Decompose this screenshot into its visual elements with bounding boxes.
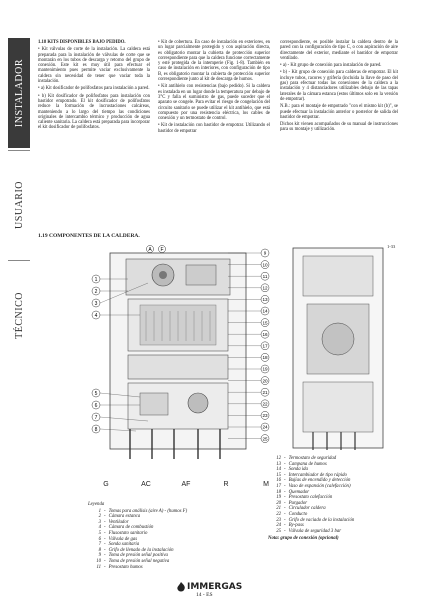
legend-item-text: Circulador caldera bbox=[288, 506, 326, 512]
legend-item-text: Grifo de vaciado de la instalación bbox=[288, 517, 355, 523]
svg-text:24: 24 bbox=[262, 424, 268, 430]
tab-user[interactable] bbox=[8, 150, 30, 259]
paragraph: • a) - Kit grupo de conexión para instalación de pared. bbox=[280, 63, 382, 69]
svg-text:1: 1 bbox=[94, 277, 98, 283]
legend-item-text: Termostato de seguridad bbox=[288, 456, 337, 461]
text-column-3 bbox=[280, 40, 398, 135]
legend-dash: - bbox=[104, 558, 106, 564]
legend-item-number: 17 bbox=[276, 483, 281, 489]
legend-dash: - bbox=[284, 523, 286, 529]
legend-item bbox=[88, 565, 187, 571]
svg-text:14: 14 bbox=[262, 308, 268, 314]
connection-labels bbox=[96, 481, 276, 488]
legend-title: Leyenda bbox=[88, 502, 105, 507]
svg-text:12: 12 bbox=[262, 285, 268, 291]
page-number: 14 - ES bbox=[196, 592, 213, 598]
svg-text:13: 13 bbox=[262, 297, 268, 303]
legend-item-text: Bujías de encendido y detección bbox=[288, 478, 351, 484]
paragraph: • b) Kit dosificador de polifosfatos para instalación con bastidor empotrado. El kit dosificador de polifosfatos reduce la formación de incrustaciones calcáreas, manteniendo a lo largo del tiempo las condiciones originales de intercambio térmico y producción de agua caliente sanitaria. La caldera está preparada para incorporar el kit dosificador de polifosfatos. bbox=[38, 93, 150, 131]
legend-dash: - bbox=[284, 472, 286, 478]
legend-item-number: 6 bbox=[98, 536, 101, 542]
boiler-rear-drawing bbox=[285, 246, 390, 456]
svg-text:22: 22 bbox=[262, 401, 268, 407]
legend-item-text: Toma de presión señal negativa bbox=[108, 558, 170, 564]
legend-item-number: 14 bbox=[276, 467, 281, 473]
legend-dash: - bbox=[104, 514, 106, 520]
tab-installer[interactable] bbox=[8, 38, 30, 148]
legend-dash: - bbox=[104, 530, 106, 536]
paragraph: • Kit válvulas de corte de la instalación. La caldera está preparada para la instalación de válvulas de corte que se montarán en los tubos de descarga y retorno del grupo de conexión. Este kit es muy útil para efectuar el mantenimiento pues permite vaciar exclusivamente la caldera sin necesidad de tener que vaciar toda la instalación. bbox=[38, 47, 150, 85]
text-column-2 bbox=[158, 40, 270, 136]
legend-dash: - bbox=[104, 547, 106, 553]
legend-dash: - bbox=[284, 483, 286, 489]
legend-dash: - bbox=[104, 525, 106, 531]
legend-item-text: Toma de presión señal positiva bbox=[108, 553, 168, 559]
svg-text:19: 19 bbox=[262, 366, 268, 372]
legend-item-number: 13 bbox=[276, 461, 281, 467]
legend-item-number: 3 bbox=[98, 519, 101, 525]
legend-dash: - bbox=[104, 553, 106, 559]
flame-icon bbox=[175, 582, 187, 592]
legend-dash: - bbox=[104, 536, 106, 542]
svg-text:6: 6 bbox=[94, 403, 98, 409]
legend-item-number: 10 bbox=[96, 558, 101, 564]
legend-item-text: Válvula de gas bbox=[108, 536, 138, 542]
legend-item-text: Tomas para análisis (aire A) - (humos F) bbox=[108, 508, 188, 514]
legend-item-number: 1 bbox=[98, 508, 101, 514]
legend-dash: - bbox=[284, 511, 286, 517]
legend-dash: - bbox=[284, 495, 286, 501]
legend-item bbox=[268, 529, 354, 535]
legend-dash: - bbox=[284, 478, 286, 484]
svg-text:7: 7 bbox=[94, 415, 98, 421]
legend-dash: - bbox=[104, 564, 106, 570]
legend-dash: - bbox=[284, 528, 286, 534]
legend-dash: - bbox=[284, 461, 286, 467]
legend-item-number: 16 bbox=[276, 478, 281, 484]
svg-text:5: 5 bbox=[94, 391, 98, 397]
legend-item-text: Válvula de seguridad 3 bar bbox=[288, 528, 342, 534]
svg-text:3: 3 bbox=[94, 301, 98, 307]
legend-item-text: Presostato calefacción bbox=[288, 495, 333, 501]
svg-text:4: 4 bbox=[94, 313, 98, 319]
legend-dash: - bbox=[284, 489, 286, 495]
legend-item-text: Purgador bbox=[288, 500, 308, 506]
figure-code: 1-33 bbox=[387, 244, 396, 249]
legend-item-number: 4 bbox=[98, 525, 101, 531]
legend-item-text: Cámara estanca bbox=[108, 514, 141, 520]
legend-item-number: 8 bbox=[98, 547, 101, 553]
tab-technician-label: TÉCNICO bbox=[13, 291, 25, 339]
legend-item-text: Campana de humos bbox=[288, 461, 327, 467]
legend-item-number: 5 bbox=[98, 530, 101, 536]
legend-item-number: 2 bbox=[98, 514, 101, 520]
legend bbox=[88, 502, 187, 570]
legend-item-text: Conducto bbox=[288, 511, 308, 517]
paragraph: Dichos kit vienen acompañados de su manual de instrucciones para su montaje y utilización. bbox=[280, 122, 398, 133]
boiler-components-drawing bbox=[88, 245, 273, 477]
section-118-heading: 1.18 KITS DISPONIBLES BAJO PEDIDO. bbox=[38, 40, 126, 45]
legend-dash: - bbox=[104, 542, 106, 548]
legend-dash: - bbox=[284, 467, 286, 473]
svg-text:21: 21 bbox=[262, 389, 268, 395]
tab-installer-label: INSTALADOR bbox=[13, 58, 25, 128]
legend-item-number: 24 bbox=[276, 523, 281, 529]
legend-item-text: Sonda sanitaria bbox=[108, 542, 140, 548]
legend-item-number: 12 bbox=[276, 456, 281, 461]
legend-item-number: 21 bbox=[276, 506, 281, 512]
brand-name: IMMERGAS bbox=[187, 582, 243, 592]
svg-text:17: 17 bbox=[262, 343, 268, 349]
svg-text:9: 9 bbox=[263, 250, 267, 256]
legend-item-number: 20 bbox=[276, 500, 281, 506]
legend-item-text: By-pass bbox=[288, 523, 304, 529]
legend-item-number: 22 bbox=[276, 511, 281, 517]
svg-text:8: 8 bbox=[94, 427, 98, 433]
paragraph: • b) - Kit grupo de conexión para calderas de empotrar. El kit incluye tubos, racores y grifería (incluida la llave de paso del gas) para efectuar todas las conexiones de la caldera a la instalación y 4 distanciadores utilizables debajo de las tapas laterales de la cámara estanca (estos últimos solo en la versión de empotrar). bbox=[280, 70, 398, 102]
legend-item-text: Flusostato sanitario bbox=[108, 530, 148, 536]
legend-item-text: Vaso de expansión (calefacción) bbox=[288, 483, 351, 489]
connection-label-af: AF bbox=[181, 481, 191, 488]
connection-label-m: M bbox=[263, 481, 269, 488]
legend-dash: - bbox=[284, 517, 286, 523]
legend-dash: - bbox=[104, 519, 106, 525]
legend-item-number: 7 bbox=[98, 542, 101, 548]
legend-item-text: Presostato humos bbox=[108, 564, 143, 570]
legend-dash: - bbox=[284, 500, 286, 506]
section-119-heading: 1.19 COMPONENTES DE LA CALDERA. bbox=[38, 233, 140, 239]
legend-item-number: 18 bbox=[276, 489, 281, 495]
paragraph: correspondiente, es posible instalar la caldera dentro de la pared con la configuración de tipo C, o con aspiración de aire directamente del exterior, mediante el bastidor de empotrar ventilado. bbox=[280, 40, 398, 61]
paragraph: • a) Kit dosificador de polifosfatos para instalación a pared. bbox=[38, 86, 150, 92]
legend-item-text: Sonda ida bbox=[288, 467, 308, 473]
legend-item-number: 19 bbox=[276, 495, 281, 501]
tab-user-label: USUARIO bbox=[13, 181, 25, 229]
connection-label-ac: AC bbox=[141, 481, 151, 488]
legend-item-number: 9 bbox=[98, 553, 101, 559]
connection-label-g: G bbox=[103, 481, 109, 488]
paragraph: • Kit de cobertura. En caso de instalación en exteriores, en un lugar parcialmente protegido y con aspiración directa, es obligatorio montar la cubierta de protección superior correspondiente para que la caldera funcione correctamente y esté protegida de la intemperie (Fig. 1-8). También en caso de instalación en interiores, con configuración de tipo B, es obligatorio montar la cubierta de protección superior correspondiente junto al kit de descarga de humos. bbox=[158, 40, 270, 83]
legend-continued bbox=[268, 456, 354, 542]
tab-technician[interactable] bbox=[8, 260, 30, 369]
sidebar bbox=[8, 38, 30, 368]
legend-item-text: Quemador bbox=[288, 489, 310, 495]
marker-a: A bbox=[148, 246, 152, 253]
svg-text:20: 20 bbox=[262, 378, 268, 384]
svg-text:2: 2 bbox=[94, 289, 98, 295]
connection-label-r: R bbox=[223, 481, 229, 488]
legend-item-text: Grifo de llenado de la instalación bbox=[108, 547, 174, 553]
text-column-1 bbox=[38, 40, 150, 133]
immergas-logo bbox=[175, 582, 242, 592]
legend-dash: - bbox=[284, 456, 286, 461]
legend-item-text: Ventilador bbox=[108, 519, 129, 525]
paragraph: N.B.: para el montaje de empotrado "con el mismo kit (b)", se puede efectuar la instalación anterior o posterior de salida del bastidor de empotrar. bbox=[280, 104, 398, 120]
legend-dash: - bbox=[284, 506, 286, 512]
svg-text:18: 18 bbox=[262, 355, 268, 361]
svg-text:25: 25 bbox=[262, 436, 268, 442]
legend-item-number: 25 bbox=[276, 528, 281, 534]
paragraph: • Kit de instalación con bastidor de empotrar. Utilizando el bastidor de empotrar bbox=[158, 123, 270, 134]
svg-text:16: 16 bbox=[262, 331, 268, 337]
svg-text:10: 10 bbox=[262, 262, 268, 268]
legend-item-text: Cámara de combustión bbox=[108, 525, 154, 531]
marker-f: F bbox=[160, 246, 164, 253]
legend-item-number: 15 bbox=[276, 472, 281, 478]
svg-text:11: 11 bbox=[262, 273, 268, 279]
legend-item-number: 23 bbox=[276, 517, 281, 523]
paragraph: • Kit antihielo con resistencias (bajo pedido). Si la caldera es instalada en un lugar donde la temperatura por debajo de 3°C y falla el suministro de gas, puede suceder que el aparato se congele. Para evitar el riesgo de congelación del circuito sanitario se puede utilizar el kit antihielo, que está compuesto por una resistencia eléctrica, los cables de conexión y un termostato de control. bbox=[158, 84, 270, 122]
svg-text:23: 23 bbox=[262, 413, 268, 419]
legend-item-number: 11 bbox=[96, 564, 101, 570]
legend-dash: - bbox=[104, 508, 106, 514]
legend-item-text: Intercambiador de tipo rápido bbox=[288, 472, 347, 478]
legend-note: Nota: grupo de conexión (opcional) bbox=[268, 536, 339, 542]
svg-text:15: 15 bbox=[262, 320, 268, 326]
